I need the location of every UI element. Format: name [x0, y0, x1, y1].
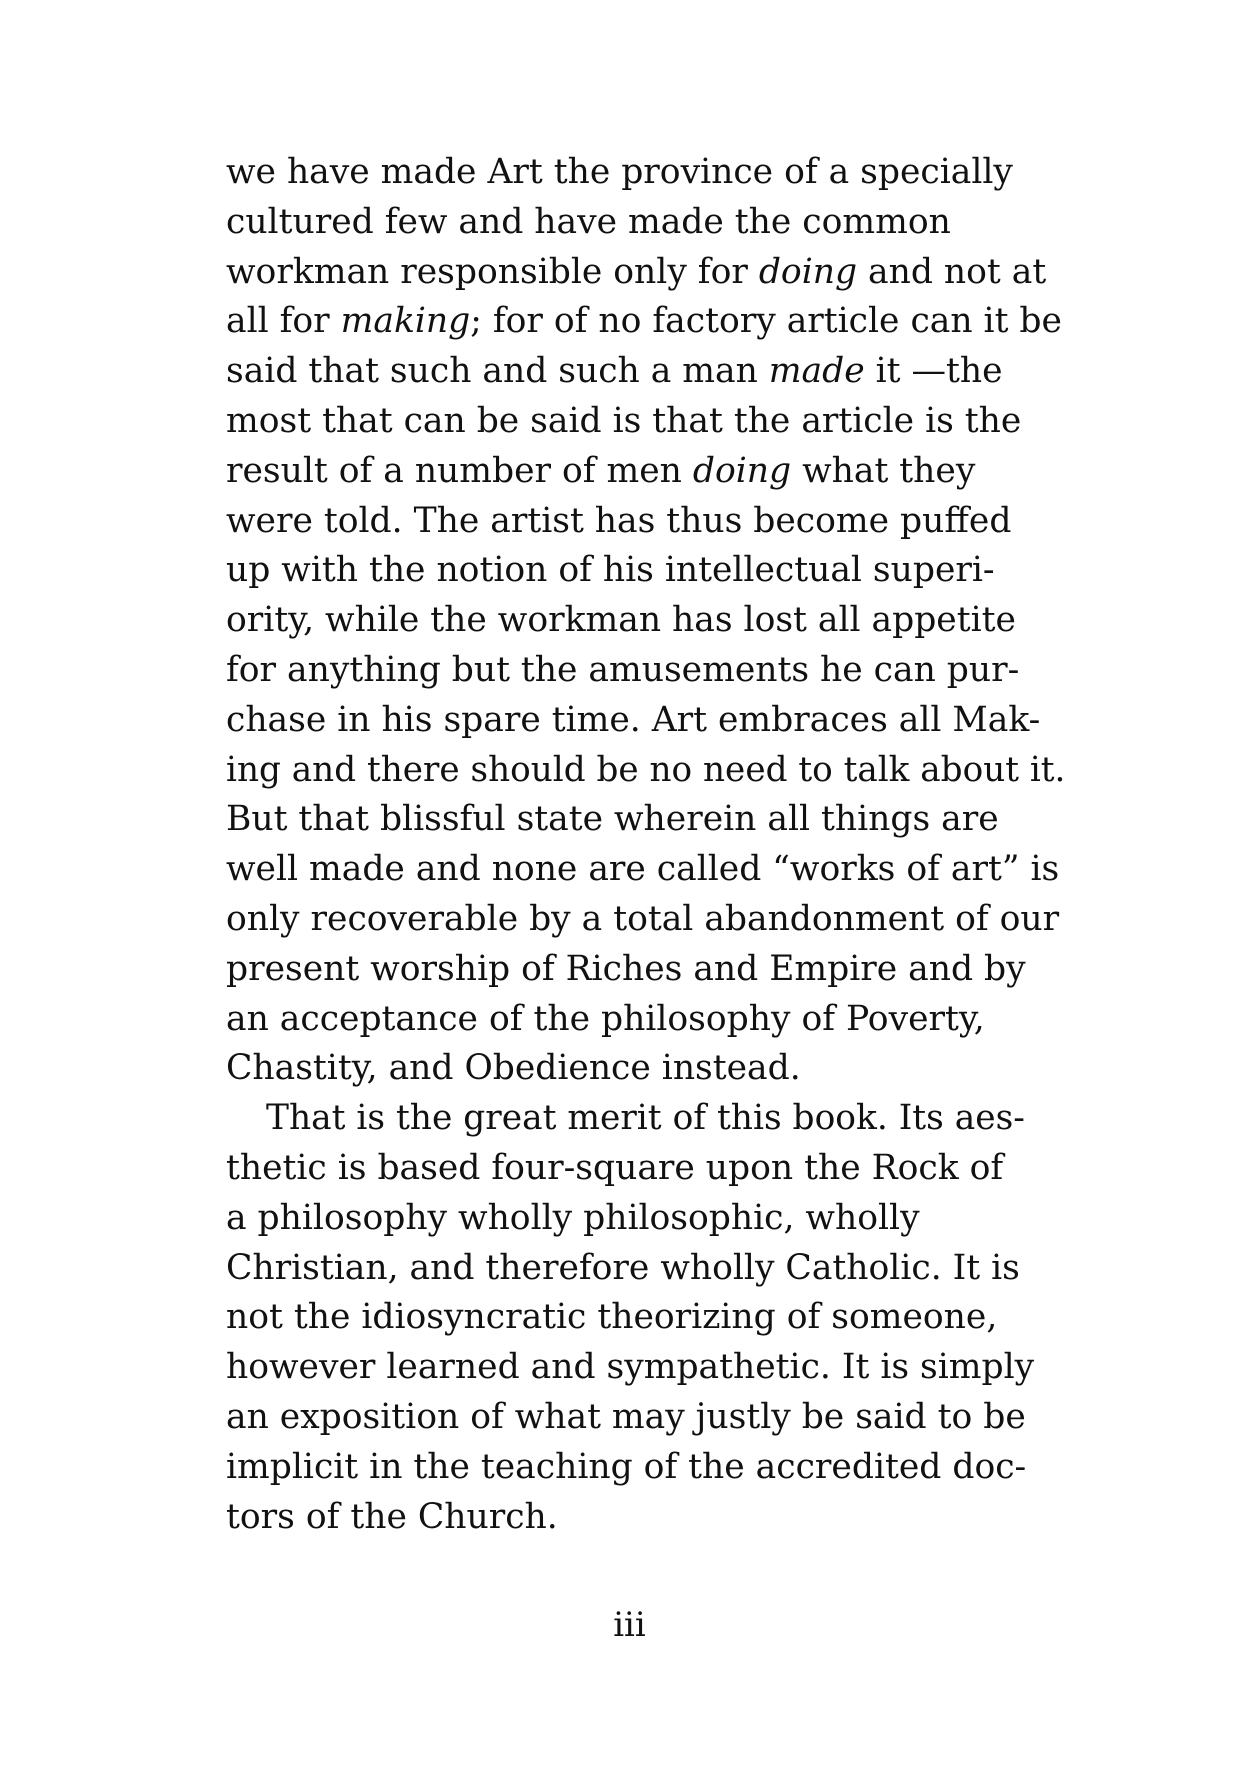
- italic-word: doing: [758, 251, 858, 292]
- text-run: an exposition of what may justly be said to be: [226, 1396, 1026, 1437]
- text-line: [226, 1244, 1126, 1294]
- italic-word: making: [340, 301, 471, 342]
- text-run: But that blissful state wherein all things are: [226, 799, 999, 840]
- text-line: [226, 1443, 1126, 1493]
- body-text: [226, 148, 1126, 1542]
- paragraph: [226, 1094, 1126, 1542]
- text-run: tors of the Church.: [226, 1496, 558, 1537]
- text-line: [226, 397, 1126, 447]
- text-run: an acceptance of the philosophy of Poverty,: [226, 998, 985, 1039]
- text-run: implicit in the teaching of the accredited doc-: [226, 1446, 1027, 1487]
- text-line: [226, 696, 1126, 746]
- text-line: [226, 845, 1126, 895]
- text-line: [226, 945, 1126, 995]
- text-line: [226, 746, 1126, 796]
- text-line: [226, 546, 1126, 596]
- text-run: cultured few and have made the common: [226, 201, 951, 242]
- text-run: only recoverable by a total abandonment of our: [226, 898, 1060, 939]
- text-line: [226, 497, 1126, 547]
- text-line: [226, 995, 1126, 1045]
- italic-word: made: [768, 351, 865, 392]
- text-run: Christian, and therefore wholly Catholic. It is: [226, 1247, 1020, 1288]
- text-run: thetic is based four-square upon the Rock of: [226, 1147, 1004, 1188]
- text-run: and not at: [857, 251, 1047, 292]
- italic-word: doing: [692, 450, 792, 491]
- text-line: [226, 795, 1126, 845]
- text-line: [226, 1144, 1126, 1194]
- text-line: [226, 248, 1126, 298]
- text-run: ing and there should be no need to talk about it.: [226, 749, 1066, 790]
- text-line: [226, 297, 1126, 347]
- text-run: it —the: [864, 351, 1003, 392]
- paragraph: [226, 148, 1126, 1094]
- text-run: ority, while the workman has lost all appetite: [226, 600, 1016, 641]
- text-run: Chastity, and Obedience instead.: [226, 1048, 801, 1089]
- text-run: present worship of Riches and Empire and by: [226, 948, 1026, 989]
- text-run: workman responsible only for: [226, 251, 759, 292]
- text-run: well made and none are called “works of art” is: [226, 849, 1060, 890]
- text-line: [226, 1044, 1126, 1094]
- text-run: all for: [226, 301, 341, 342]
- text-run: what they: [791, 450, 976, 491]
- text-run: That is the great merit of this book. Its aes-: [266, 1098, 1025, 1139]
- text-run: up with the notion of his intellectual superi-: [226, 550, 995, 591]
- text-line: [226, 447, 1126, 497]
- text-line: [226, 646, 1126, 696]
- text-run: chase in his spare time. Art embraces all Mak-: [226, 699, 1041, 740]
- text-run: not the idiosyncratic theorizing of someone,: [226, 1297, 998, 1338]
- text-line: [226, 198, 1126, 248]
- text-run: most that can be said is that the article is the: [226, 400, 1022, 441]
- page-number: iii: [613, 1605, 646, 1645]
- text-line: [226, 1094, 1126, 1144]
- text-line: [226, 148, 1126, 198]
- text-run: we have made Art the province of a specially: [226, 152, 1013, 192]
- text-run: for anything but the amusements he can pur-: [226, 649, 1020, 690]
- text-line: [226, 1194, 1126, 1244]
- text-line: [226, 347, 1126, 397]
- text-line: [226, 1343, 1126, 1393]
- text-run: were told. The artist has thus become puffed: [226, 500, 1012, 541]
- text-line: [226, 596, 1126, 646]
- text-run: said that such and such a man: [226, 351, 769, 392]
- text-line: [226, 1293, 1126, 1343]
- text-run: a philosophy wholly philosophic, wholly: [226, 1197, 920, 1238]
- text-run: result of a number of men: [226, 450, 693, 491]
- text-run: however learned and sympathetic. It is simply: [226, 1347, 1035, 1388]
- text-line: [226, 1393, 1126, 1443]
- text-line: [226, 1493, 1126, 1543]
- text-line: [226, 895, 1126, 945]
- text-run: ; for of no factory article can it be: [470, 301, 1062, 342]
